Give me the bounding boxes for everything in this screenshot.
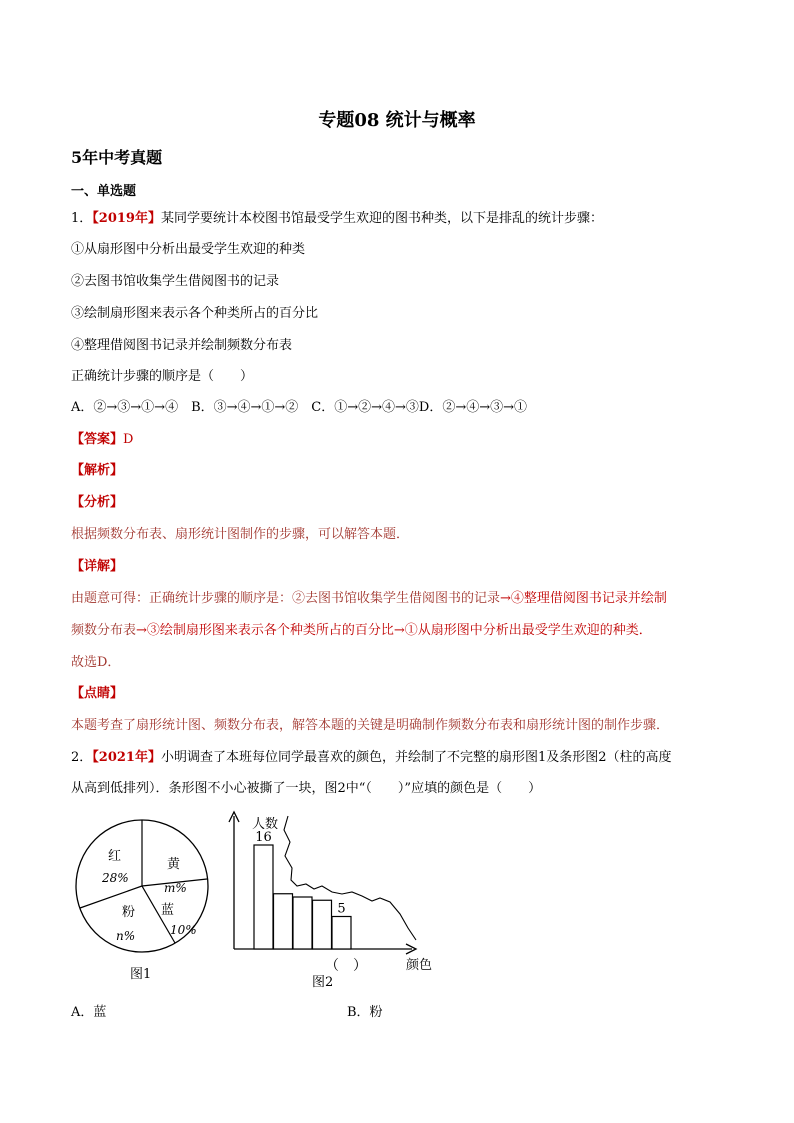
- q1-question: 正确统计步骤的顺序是（ ）: [71, 369, 254, 384]
- fenxi-text: 根据频数分布表、扇形统计图制作的步骤，可以解答本题．: [71, 527, 410, 542]
- q1-stem-line: [71, 211, 603, 227]
- q2-year-tag: 【2021年】: [92, 750, 161, 765]
- detail-line-1b: →④整理借阅图书记录并绘制: [500, 591, 667, 606]
- q1-stem: 某同学要统计本校图书馆最受学生欢迎的图书种类，以下是排乱的统计步骤：: [160, 211, 603, 226]
- pie-value-pink: n%: [116, 929, 136, 943]
- q1-answer: [71, 432, 133, 448]
- pie-value-yellow: m%: [164, 881, 187, 895]
- bar-3: [313, 900, 332, 949]
- comment-tag: 【点睛】: [71, 686, 124, 701]
- pie-label-pink: 粉: [122, 905, 136, 920]
- pie-value-blue: 10%: [170, 923, 197, 937]
- section-heading: 5年中考真题: [71, 148, 163, 167]
- q1-step-4: ④整理借阅图书记录并绘制频数分布表: [71, 338, 293, 353]
- q1-step-1: ①从扇形图中分析出最受学生欢迎的种类: [71, 242, 306, 257]
- q2-option-b: B．粉: [347, 1005, 383, 1020]
- figure-1-pie: [72, 812, 212, 992]
- blank-category-label: （ ）: [325, 958, 367, 974]
- answer-tag: 【答案】: [71, 432, 124, 447]
- x-axis-label: 颜色: [406, 958, 433, 973]
- detail-line-3: 故选D．: [71, 655, 121, 670]
- pie-value-red: 28%: [102, 871, 129, 885]
- q2-number: 2．: [71, 750, 93, 765]
- figure-2-caption: 图2: [312, 975, 334, 990]
- bar-value-label-4: 5: [337, 901, 346, 917]
- bar-4: [332, 917, 351, 950]
- q1-number: 1．: [71, 211, 93, 226]
- q2-stem-line-2: 从高到低排列）．条形图不小心被撕了一块，图2中“（ ）”应填的颜色是（ ）: [71, 781, 542, 796]
- q1-step-3: ③绘制扇形图来表示各个种类所占的百分比: [71, 306, 319, 321]
- y-axis-label: 人数: [252, 817, 279, 832]
- subsection-heading: 一、单选题: [71, 184, 137, 199]
- comment-text: 本题考查了扇形统计图、频数分布表，解答本题的关键是明确制作频数分布表和扇形统计图的制作步骤．: [71, 718, 670, 733]
- detail-line-1: [71, 591, 667, 607]
- bar-group: [254, 830, 351, 949]
- fenxi-tag: 【分析】: [71, 495, 124, 510]
- pie-label-yellow: 黄: [167, 857, 181, 872]
- detail-line-1a: 由题意可得：正确统计步骤的顺序是：②去图书馆收集学生借阅图书的记录: [71, 591, 501, 606]
- figure-1-caption: 图1: [130, 967, 152, 982]
- q1-year-tag: 【2019年】: [92, 211, 161, 226]
- bar-2: [293, 897, 312, 949]
- detail-line-2a: 频数分布表: [71, 623, 137, 638]
- detail-tag: 【详解】: [71, 559, 124, 574]
- q2-stem-line-1: [71, 750, 672, 766]
- pie-label-blue: 蓝: [161, 903, 175, 918]
- answer-value: D: [123, 432, 134, 447]
- pie-label-red: 红: [108, 849, 122, 864]
- detail-line-2b: →③绘制扇形图来表示各个种类所占的百分比→①从扇形图中分析出最受学生欢迎的种类．: [136, 623, 652, 638]
- q1-step-2: ②去图书馆收集学生借阅图书的记录: [71, 274, 280, 289]
- bar-1: [274, 894, 293, 949]
- bar-0: [254, 845, 273, 949]
- q1-options: A．②→③→①→④ B．③→④→①→② C．①→②→④→③D．②→④→③→①: [71, 400, 528, 415]
- analysis-tag: 【解析】: [71, 463, 124, 478]
- figure-2-bar-chart: [222, 806, 442, 992]
- page-title: 专题08 统计与概率: [318, 110, 476, 131]
- q2-stem-1: 小明调查了本班每位同学最喜欢的颜色，并绘制了不完整的扇形图1及条形图2（柱的高度: [160, 750, 672, 765]
- detail-line-2: [71, 623, 652, 639]
- q2-option-a: A．蓝: [71, 1005, 107, 1020]
- bar-value-label-0: 16: [255, 830, 272, 845]
